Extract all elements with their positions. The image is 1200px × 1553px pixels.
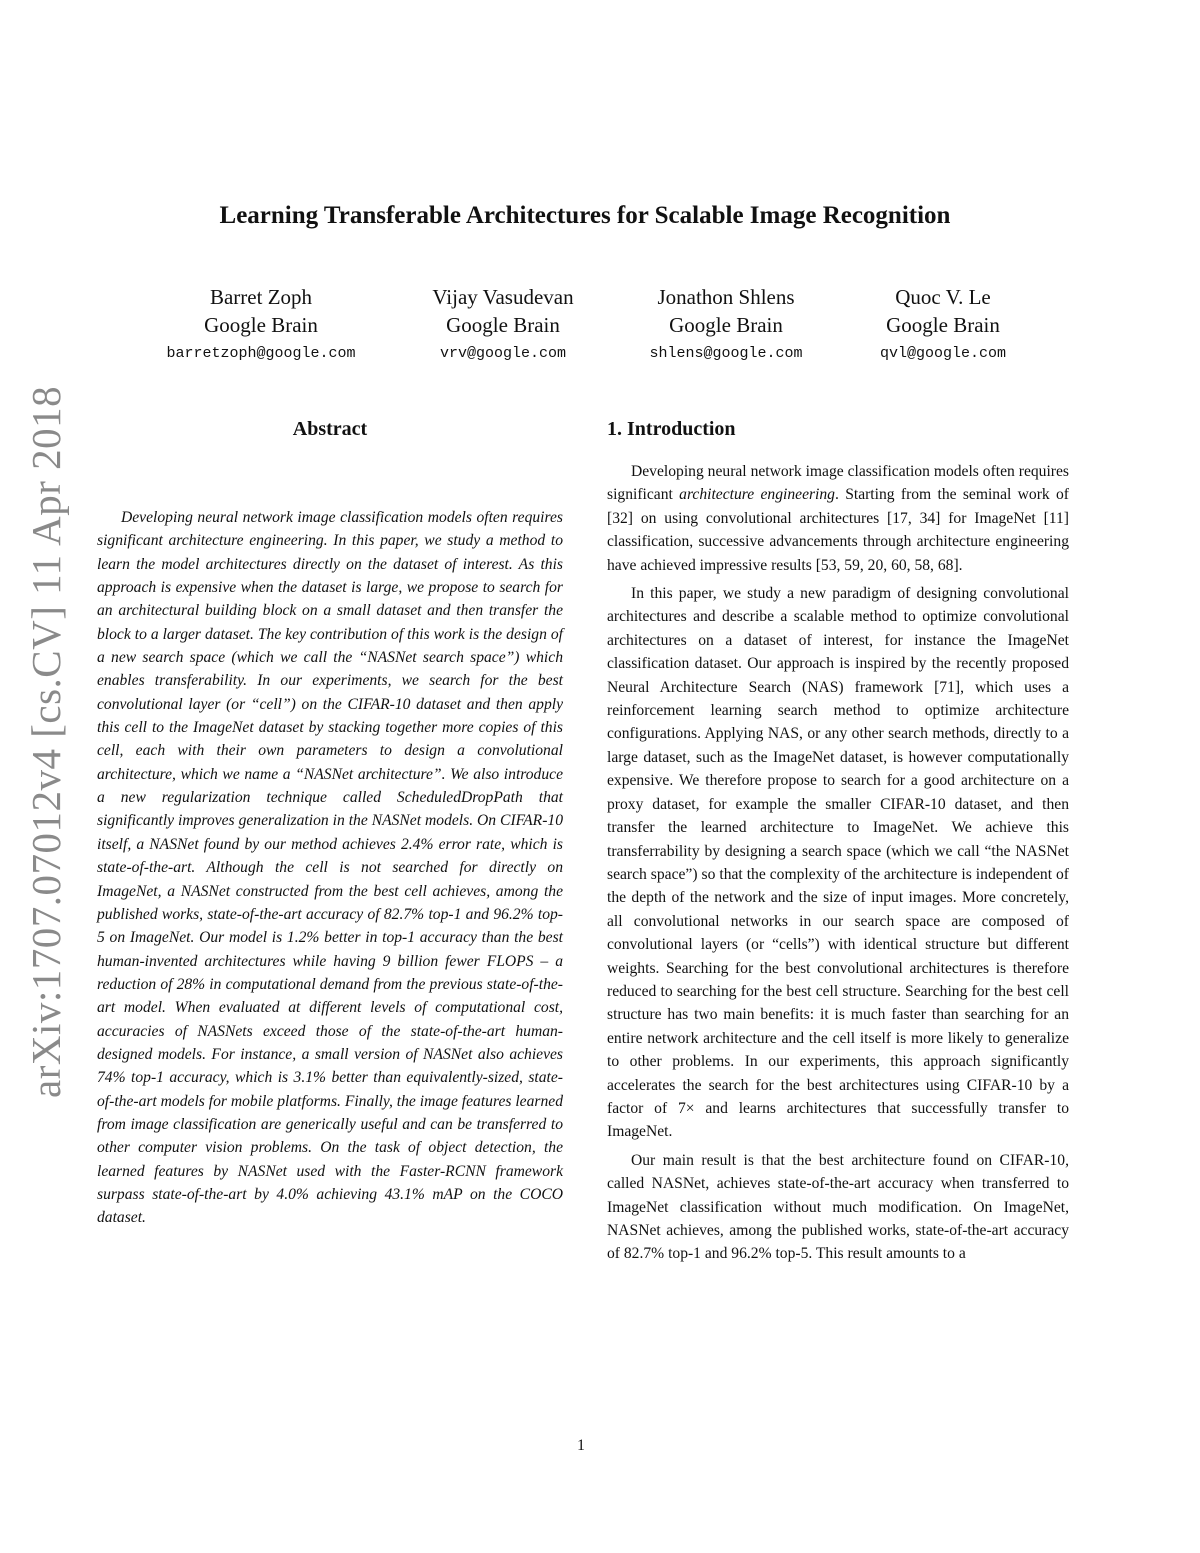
author-name: Vijay Vasudevan [432,285,574,309]
intro-p1-lead: Developing neural network image classification models often requires significant [607,463,1069,504]
author-affiliation: Google Brain [204,313,318,337]
abstract-text: Developing neural network image classification models often requires significant architecture engineering. In this paper, we study a method to learn the model architectures directly on the dataset of interest. As this approach is expensive when the dataset is large, we propose to search for an architectural building block on a small dataset and then transfer the block to a larger dataset. The key contribution of this work is the design of a new search space (which we call the “NASNet search space”) which enables transferability. In our experiments, we search for the best convolutional layer (or “cell”) on the CIFAR-10 dataset and then apply this cell to the ImageNet dataset by stacking together more copies of this cell, each with their own parameters to design a convolutional architecture, which we name a “NASNet architecture”. We also introduce a new regularization technique called ScheduledDropPath that significantly improves generalization in the NASNet models. On CIFAR-10 itself, a NASNet found by our method achieves 2.4% error rate, which is state-of-the-art. Although the cell is not searched for directly on ImageNet, a NASNet constructed from the best cell achieves, among the published works, state-of-the-art accuracy of 82.7% top-1 and 96.2% top-5 on ImageNet. Our model is 1.2% better in top-1 accuracy than the best human-invented architectures while having 9 billion fewer FLOPS – a reduction of 28% in computational demand from the previous state-of-the-art model. When evaluated at different levels of computational cost, accuracies of NASNets exceed those of the state-of-the-art human-designed models. For instance, a small version of NASNet also achieves 74% top-1 accuracy, which is 3.1% better than equivalently-sized, state-of-the-art models for mobile platforms. Finally, the image features learned from image classification are generically useful and can be transferred to other computer vision problems. On the task of object detection, the learned features by NASNet used with the Faster-RCNN framework surpass state-of-the-art by 4.0% achieving 43.1% mAP on the COCO dataset. [97,509,563,1227]
author-affiliation: Google Brain [886,313,1000,337]
abstract-heading: Abstract [292,418,368,440]
author-name: Quoc V. Le [895,285,991,309]
author-name: Jonathon Shlens [657,285,795,309]
intro-paragraph-3: Our main result is that the best architecture found on CIFAR-10, called NASNet, achieves state-of-the-art accuracy when transferred to ImageNet classification without much modification. On ImageNet, NASNet achieves, among the published works, state-of-the-art accuracy of 82.7% top-1 and 96.2% top-5. This result amounts to a [607,1151,1069,1263]
author-block [823,283,1063,362]
intro-p1-emphasis: architecture engineering [679,486,835,504]
arxiv-stamp: arXiv:1707.07012v4 [cs.CV] 11 Apr 2018 [23,385,69,1098]
introduction-heading: 1. Introduction [607,418,736,440]
intro-paragraph-1 [607,460,1069,577]
author-name: Barret Zoph [209,285,313,309]
author-email: shlens@google.com [649,345,803,362]
author-affiliation: Google Brain [669,313,783,337]
author-affiliation: Google Brain [446,313,560,337]
author-email: barretzoph@google.com [166,345,356,362]
author-email: vrv@google.com [439,345,567,362]
introduction-section [607,418,1069,1266]
author-block [383,283,623,362]
author-email: qvl@google.com [879,345,1007,362]
intro-paragraph-2: In this paper, we study a new paradigm of designing convolutional architectures and describe a scalable method to optimize convolutional architectures on a dataset of interest, for instance the ImageNet classification dataset. Our approach is inspired by the recently proposed Neural Architecture Search (NAS) framework [71], which uses a reinforcement learning search method to optimize architecture configurations. Applying NAS, or any other search methods, directly to a large dataset, such as the ImageNet dataset, is however computationally expensive. We therefore propose to search for a good architecture on a proxy dataset, for example the smaller CIFAR-10 dataset, and then transfer the learned architecture to ImageNet. We achieve this transferrability by designing a search space (which we call “the NASNet search space”) so that the complexity of the architecture is independent of the depth of the network and the size of input images. More concretely, all convolutional networks in our search space are composed of convolutional layers (or “cells”) with identical structure but different weights. Searching for the best convolutional architectures is therefore reduced to searching for the best cell structure. Searching for the best cell structure has two main benefits: it is much faster than searching for an entire network architecture and the cell itself is more likely to generalize to other problems. In our experiments, this approach significantly accelerates the search for the best architectures using CIFAR-10 by a factor of 7× and learns architectures that successfully transfer to ImageNet. [607,585,1069,1141]
paper-title: Learning Transferable Architectures for Scalable Image Recognition [219,202,951,229]
page-number: 1 [577,1437,585,1454]
abstract-section [97,418,563,1245]
author-block [141,283,381,362]
intro-p1-rest: . Starting from the seminal work of [32] on using convolutional architectures [17, 34] for ImageNet [11] classification, successive advancements through architecture engineering have achieved impressive results [53, 59, 20, 60, 58, 68]. [607,486,1069,574]
author-block [606,283,846,362]
